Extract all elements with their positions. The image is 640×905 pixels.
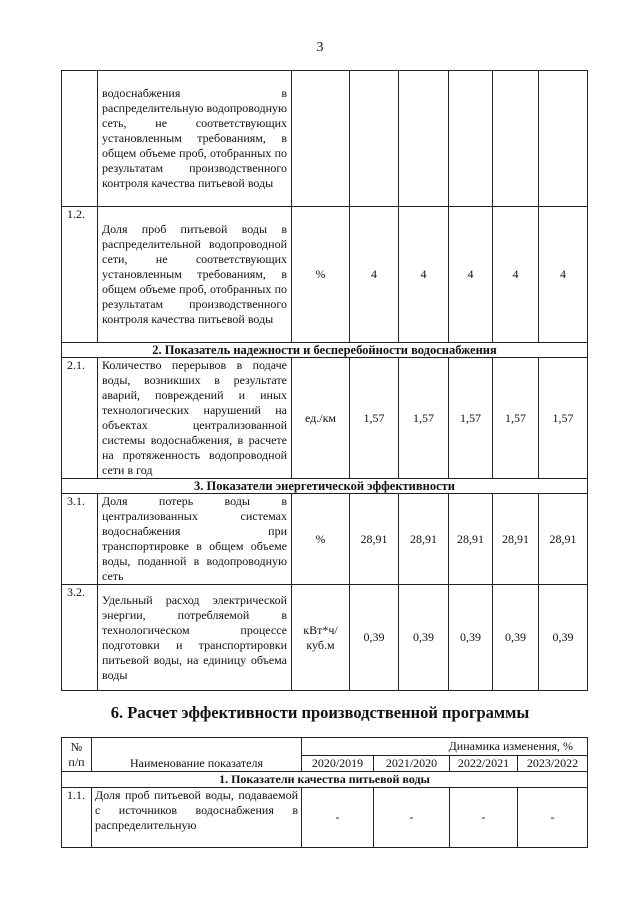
value-cell: 1,57 [449,358,493,479]
value-cell: - [450,788,518,848]
number-header: № п/п [62,738,92,772]
unit-cell: ед./км [292,358,350,479]
value-cell: 28,91 [493,494,539,585]
value-cell: 0,39 [399,585,449,691]
value-cell: 4 [399,207,449,343]
table-row [62,207,588,343]
table-row [62,788,588,848]
indicator-name-cell: Доля проб питьевой воды, подаваемой с источников водоснабжения в распределительную [92,788,302,848]
value-cell: 1,57 [399,358,449,479]
value-cell: 0,39 [449,585,493,691]
indicator-name-cell: Доля потерь воды в централизованных системах водоснабжения при транспортировке в общем объеме воды, поданной в водопроводную сеть [98,494,292,585]
efficiency-table [61,737,588,848]
indicator-name-cell: Доля проб питьевой воды в распределительной водопроводной сети, не соответствующих установленным требованиям, в общем объеме проб, отобранных по результатам производственного контроля качества питьевой воды [98,207,292,343]
row-number-cell: 3.1. [62,494,98,585]
indicator-name-cell: Количество перерывов в подаче воды, возникших в результате аварий, повреждений и иных технологических нарушений на объектах централизованной системы водоснабжения, в расчете на протяженность водопроводной сети в год [98,358,292,479]
year-header: 2022/2021 [450,756,518,772]
table-row [62,494,588,585]
table-row [62,71,588,207]
value-cell [539,71,588,207]
indicator-name-cell: Удельный расход электрической энергии, потребляемой в технологическом процессе подготовки и транспортировки питьевой воды, на единицу объема воды [98,585,292,691]
value-cell: 1,57 [539,358,588,479]
section-row [62,772,588,788]
value-cell: 4 [539,207,588,343]
unit-cell: % [292,494,350,585]
year-header: 2021/2020 [374,756,450,772]
header-row [62,738,588,756]
unit-cell: кВт*ч/ куб.м [292,585,350,691]
year-header: 2020/2019 [302,756,374,772]
value-cell: 28,91 [399,494,449,585]
section-title: 6. Расчет эффективности производственной программы [110,703,530,722]
row-number-cell: 1.1. [62,788,92,848]
table-row [62,358,588,479]
row-number-cell: 1.2. [62,207,98,343]
value-cell: 28,91 [350,494,399,585]
value-cell [493,71,539,207]
value-cell: 4 [449,207,493,343]
value-cell: 28,91 [539,494,588,585]
indicator-name-cell: водоснабжения в распределительную водопроводную сеть, не соответствующих установленным требованиям, в общем объеме проб, отобранных по результатам производственного контроля качества питьевой воды [98,71,292,207]
value-cell: 0,39 [350,585,399,691]
value-cell: 0,39 [493,585,539,691]
value-cell: - [518,788,588,848]
value-cell: 1,57 [350,358,399,479]
value-cell: 1,57 [493,358,539,479]
section-row [62,479,588,494]
unit-cell: % [292,207,350,343]
section-heading: 2. Показатель надежности и бесперебойности водоснабжения [62,343,588,358]
section-row [62,343,588,358]
table-row [62,585,588,691]
value-cell: 4 [493,207,539,343]
row-number-cell: 3.2. [62,585,98,691]
value-cell: 0,39 [539,585,588,691]
value-cell: 28,91 [449,494,493,585]
dynamics-header: Динамика изменения, % [302,738,588,756]
unit-cell [292,71,350,207]
row-number-cell [62,71,98,207]
section-heading: 3. Показатели энергетической эффективности [62,479,588,494]
value-cell: - [302,788,374,848]
name-header: Наименование показателя [92,738,302,772]
value-cell [350,71,399,207]
value-cell [399,71,449,207]
value-cell: 4 [350,207,399,343]
indicators-table [61,70,588,691]
page-number: 3 [316,40,324,55]
value-cell: - [374,788,450,848]
value-cell [449,71,493,207]
year-header: 2023/2022 [518,756,588,772]
section-heading: 1. Показатели качества питьевой воды [62,772,588,788]
row-number-cell: 2.1. [62,358,98,479]
